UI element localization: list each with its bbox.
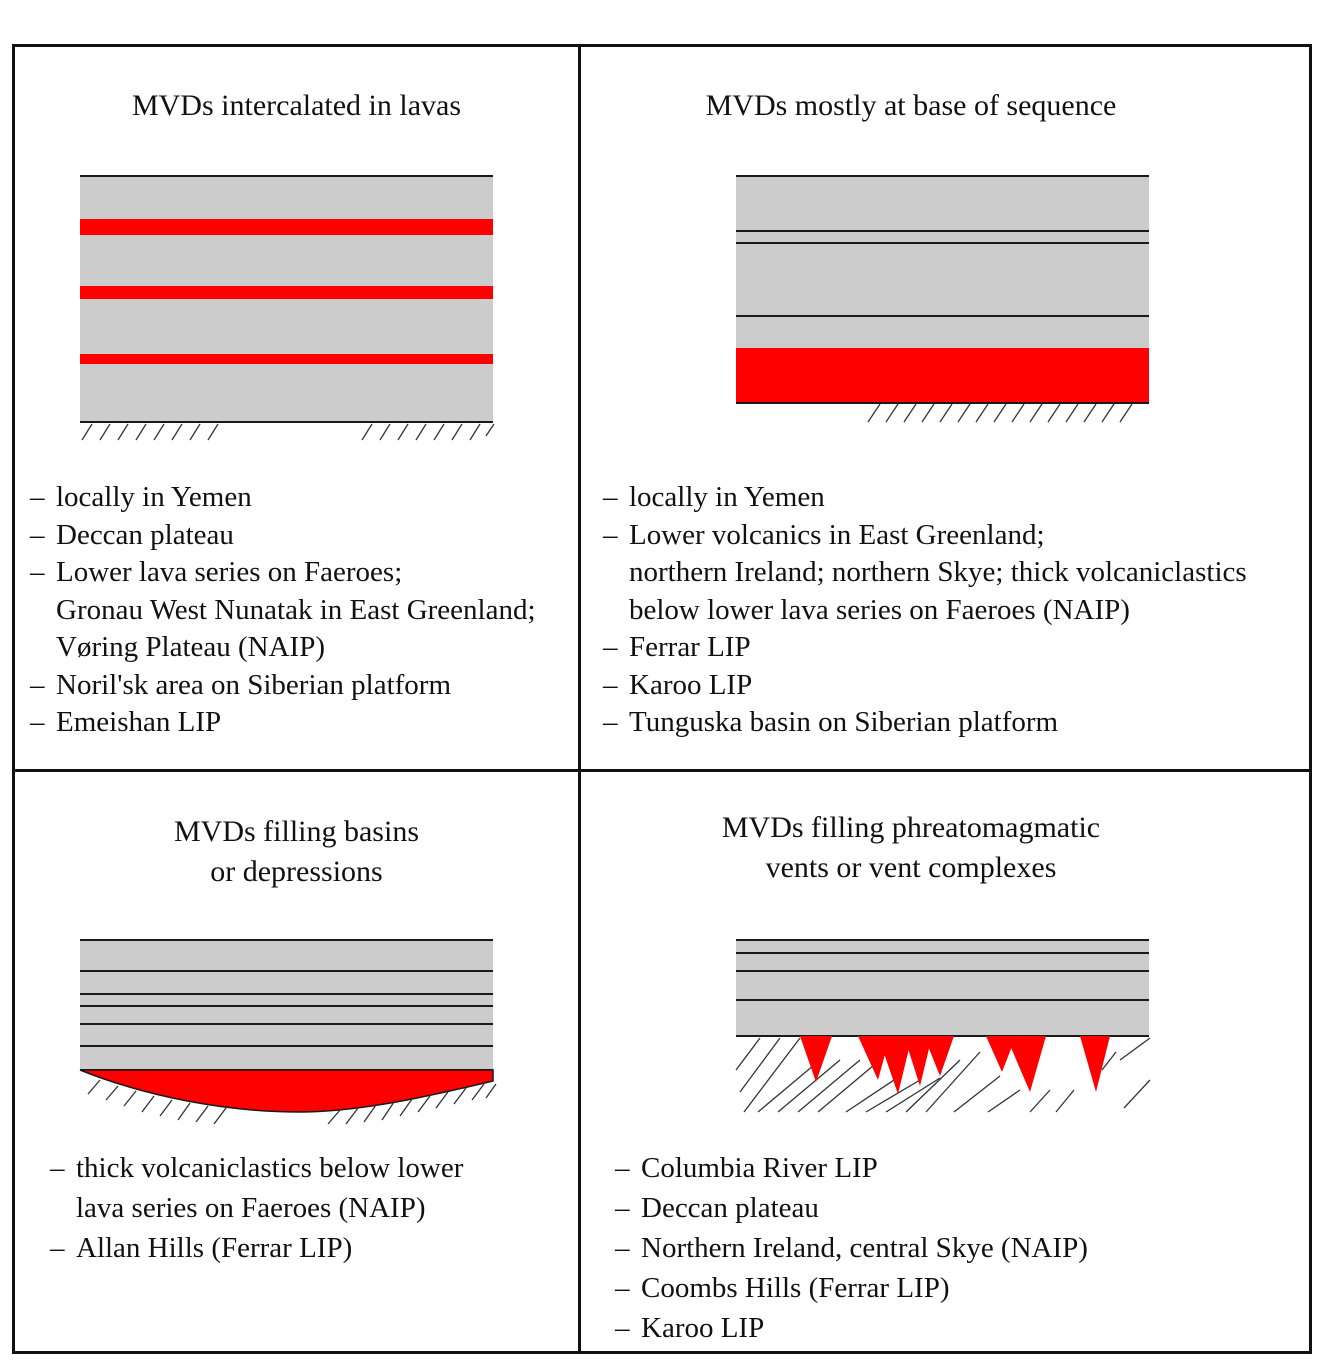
list-item <box>30 667 536 705</box>
examples-list-basins <box>50 1148 463 1268</box>
list-item <box>50 1148 463 1228</box>
list-item-text: thick volcaniclastics below lower <box>76 1152 464 1184</box>
diagram-basins <box>80 940 496 1124</box>
list-dash: – <box>30 706 45 738</box>
list-item <box>30 479 536 517</box>
list-item-text: northern Ireland; northern Skye; thick volcaniclastics <box>629 556 1247 588</box>
list-dash: – <box>603 706 618 738</box>
diagram-intercalated <box>80 176 494 440</box>
list-item-text: Emeishan LIP <box>56 706 222 738</box>
list-dash: – <box>603 631 618 663</box>
list-dash: – <box>615 1272 630 1304</box>
list-dash: – <box>30 668 45 701</box>
title-line: MVDs mostly at base of sequence <box>705 89 1117 122</box>
list-item <box>603 704 1247 742</box>
list-item <box>603 629 1247 667</box>
list-item-text: Lower volcanics in East Greenland; <box>629 518 1045 551</box>
mvd-basal-layer <box>736 348 1149 402</box>
list-item-text: Northern Ireland, central Skye (NAIP) <box>641 1232 1088 1264</box>
list-item <box>615 1188 1088 1228</box>
list-item-text: Tunguska basin on Siberian platform <box>629 706 1059 738</box>
list-item <box>30 704 536 742</box>
examples-list-base <box>603 479 1247 742</box>
title-line: MVDs filling basins <box>173 815 419 848</box>
list-dash: – <box>615 1232 630 1264</box>
list-item-text: below lower lava series on Faeroes (NAIP) <box>629 593 1130 626</box>
mvd-layer <box>80 286 493 299</box>
list-dash: – <box>30 518 45 551</box>
list-item-text: Karoo LIP <box>629 668 753 701</box>
list-item-text: Karoo LIP <box>641 1312 765 1344</box>
mvd-basin-fill <box>80 1070 493 1112</box>
list-item-text: Allan Hills (Ferrar LIP) <box>76 1232 353 1264</box>
list-dash: – <box>50 1232 65 1264</box>
list-item <box>30 517 536 555</box>
list-dash: – <box>50 1152 65 1184</box>
list-dash: – <box>603 518 618 551</box>
list-item-text: Noril'sk area on Siberian platform <box>56 668 451 701</box>
list-item-text: lava series on Faeroes (NAIP) <box>76 1192 426 1224</box>
list-item-text: Lower lava series on Faeroes; <box>56 556 403 588</box>
list-item-text: Columbia River LIP <box>641 1152 878 1184</box>
diagram-vents <box>736 940 1150 1112</box>
mvd-layer <box>80 219 493 235</box>
examples-list-intercalated <box>30 479 536 742</box>
list-item-text: Ferrar LIP <box>629 631 751 663</box>
title-line: or depressions <box>210 855 383 888</box>
lava-pile <box>736 940 1149 1036</box>
basement-hatch <box>82 424 494 440</box>
list-item <box>30 554 536 667</box>
list-item-text: Deccan plateau <box>56 518 234 551</box>
title-line: vents or vent complexes <box>765 851 1057 884</box>
list-dash: – <box>615 1192 630 1224</box>
title-line: MVDs filling phreatomagmatic <box>721 811 1101 844</box>
basement-hatch <box>868 404 1132 422</box>
list-dash: – <box>30 481 45 513</box>
lava-pile <box>736 176 1149 348</box>
list-item-text: Deccan plateau <box>641 1192 819 1224</box>
list-dash: – <box>615 1152 630 1184</box>
list-dash: – <box>615 1312 630 1344</box>
list-item <box>50 1228 463 1268</box>
list-item <box>615 1228 1088 1268</box>
diagram-base-of-sequence <box>736 176 1149 422</box>
list-dash: – <box>30 556 45 588</box>
list-item <box>603 517 1247 630</box>
list-item-text: Coombs Hills (Ferrar LIP) <box>641 1272 950 1304</box>
list-item <box>603 667 1247 705</box>
list-dash: – <box>603 668 618 701</box>
list-item-text: locally in Yemen <box>56 481 252 513</box>
list-item <box>615 1148 1088 1188</box>
list-item <box>615 1268 1088 1308</box>
title-line: MVDs intercalated in lavas <box>131 89 462 122</box>
list-dash: – <box>603 481 618 513</box>
list-item-text: Vøring Plateau (NAIP) <box>56 631 326 663</box>
list-item-text: Gronau West Nunatak in East Greenland; <box>56 593 536 626</box>
list-item <box>615 1308 1088 1348</box>
list-item <box>603 479 1247 517</box>
mvd-layer <box>80 354 493 364</box>
list-item-text: locally in Yemen <box>629 481 825 513</box>
examples-list-vents <box>615 1148 1088 1348</box>
